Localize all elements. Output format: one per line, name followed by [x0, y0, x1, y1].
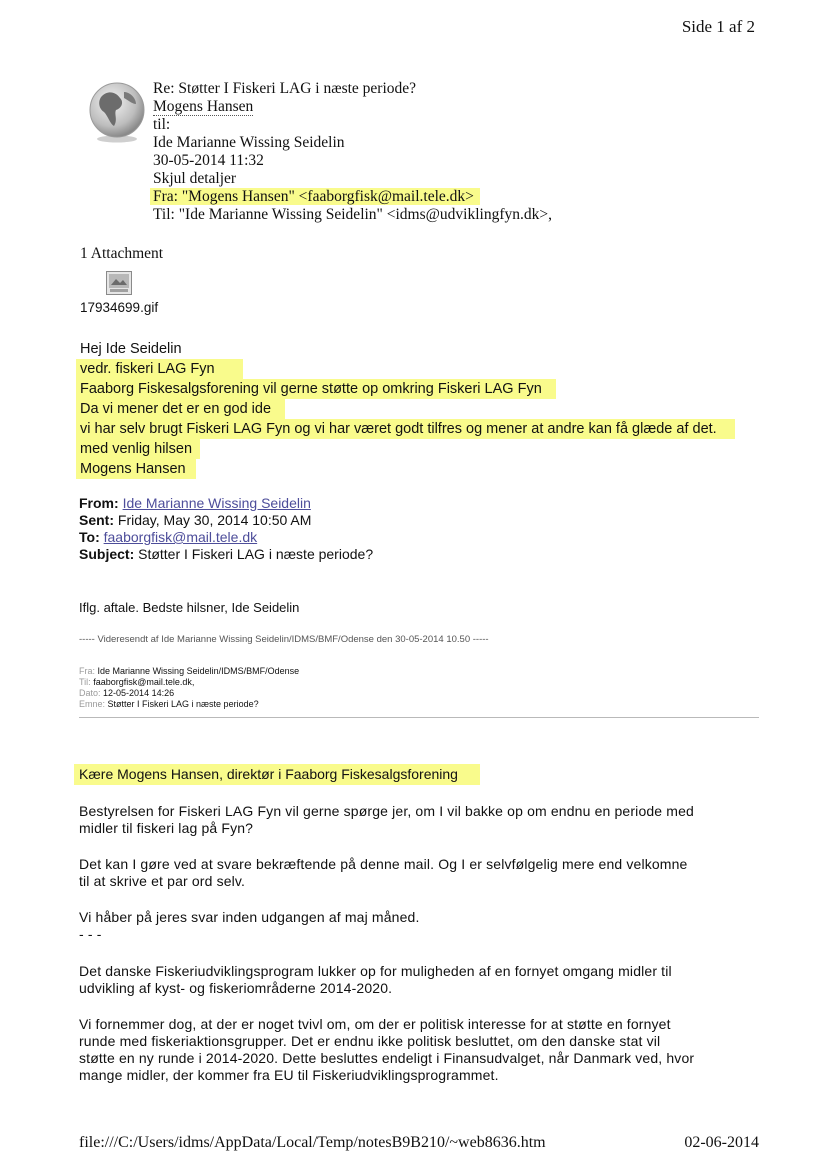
- forward-sent-value: Friday, May 30, 2014 10:50 AM: [117, 512, 312, 528]
- original-emne-row: [79, 699, 259, 710]
- forward-to-row: [79, 529, 257, 545]
- paragraph-5-line-1: Vi fornemmer dog, at der er noget tvivl om, om der er politisk interesse for at støtte en fornyet: [79, 1016, 671, 1032]
- original-emne-label: Emne:: [79, 699, 106, 709]
- from-line: Fra: "Mogens Hansen" <faaborgfisk@mail.tele.dk>: [150, 188, 480, 205]
- forward-to-value[interactable]: faaborgfisk@mail.tele.dk: [103, 529, 258, 545]
- forward-subject-label: Subject:: [79, 546, 135, 562]
- original-til-row: [79, 677, 194, 688]
- hide-details-link[interactable]: Skjul detaljer: [153, 170, 237, 187]
- forward-subject-value: Støtter I Fiskeri LAG i næste periode?: [138, 546, 374, 562]
- divider-rule: [79, 717, 759, 718]
- to-label: til:: [153, 116, 171, 133]
- reply-line-support: Faaborg Fiskesalgsforening vil gerne støtte op omkring Fiskeri LAG Fyn: [76, 379, 556, 399]
- paragraph-5-line-4: mange midler, der kommer fra EU til Fiskeriudviklingsprogrammet.: [79, 1067, 499, 1083]
- paragraph-3-line-1: Vi håber på jeres svar inden udgangen af maj måned.: [79, 909, 420, 925]
- attachment-file-name[interactable]: 17934699.gif: [80, 300, 159, 315]
- forward-to-label: To:: [79, 529, 100, 545]
- globe-avatar-icon: [86, 80, 148, 144]
- to-line: Til: "Ide Marianne Wissing Seidelin" <idms@udviklingfyn.dk>,: [153, 206, 552, 223]
- forward-from-value[interactable]: Ide Marianne Wissing Seidelin: [122, 495, 311, 511]
- reply-line-regards: med venlig hilsen: [76, 439, 200, 459]
- paragraph-1-line-1: Bestyrelsen for Fiskeri LAG Fyn vil gerne spørge jer, om I vil bakke op om endnu en periode med: [79, 803, 694, 819]
- sender-name[interactable]: [153, 98, 253, 115]
- original-fra-value: Ide Marianne Wissing Seidelin/IDMS/BMF/Odense: [97, 666, 300, 676]
- reply-line-signature: Mogens Hansen: [76, 459, 196, 479]
- reply-line-experience: vi har selv brugt Fiskeri LAG Fyn og vi har været godt tilfres og mener at andre kan få glæde af det.: [76, 419, 735, 439]
- original-emne-value: Støtter I Fiskeri LAG i næste periode?: [107, 699, 259, 709]
- forwarded-marker: ----- Videresendt af Ide Marianne Wissing Seidelin/IDMS/BMF/Odense den 30-05-2014 10.50 -----: [79, 634, 489, 645]
- forward-from-label: From:: [79, 495, 119, 511]
- reply-line-idea: Da vi mener det er en god ide: [76, 399, 285, 419]
- paragraph-2-line-1: Det kan I gøre ved at svare bekræftende på denne mail. Og I er selvfølgelig mere end velkomne: [79, 856, 688, 872]
- original-fra-row: [79, 666, 299, 677]
- forward-sent-row: [79, 512, 311, 528]
- forward-from-row: [79, 495, 311, 511]
- paragraph-5-line-3: støtte en ny runde i 2014-2020. Dette besluttes endeligt i Finansudvalget, når Danmark ved, hvor: [79, 1050, 695, 1066]
- paragraph-5-line-2: runde med fiskeriaktionsgrupper. Det er endnu ikke politisk besluttet, om den danske stat vil: [79, 1033, 661, 1049]
- forward-subject-row: [79, 546, 373, 562]
- page-number: Side 1 af 2: [681, 17, 755, 36]
- original-dato-label: Dato:: [79, 688, 101, 698]
- forward-sent-label: Sent:: [79, 512, 114, 528]
- original-til-label: Til:: [79, 677, 91, 687]
- paragraph-1-line-2: midler til fiskeri lag på Fyn?: [79, 820, 254, 836]
- paragraph-4-line-1: Det danske Fiskeriudviklingsprogram lukker op for muligheden af en fornyet omgang midler til: [79, 963, 672, 979]
- original-til-value: faaborgfisk@mail.tele.dk,: [93, 677, 195, 687]
- original-dato-row: [79, 688, 174, 699]
- paragraph-4-line-2: udvikling af kyst- og fiskeriområderne 2014-2020.: [79, 980, 393, 996]
- paragraph-2-line-2: til at skrive et par ord selv.: [79, 873, 246, 889]
- forward-note: Iflg. aftale. Bedste hilsner, Ide Seidelin: [79, 600, 300, 615]
- reply-line-regarding: vedr. fiskeri LAG Fyn: [76, 359, 243, 379]
- gif-thumbnail-icon[interactable]: [106, 271, 132, 295]
- original-greeting: Kære Mogens Hansen, direktør i Faaborg Fiskesalgsforening: [74, 764, 480, 785]
- sender-name-text: Mogens Hansen: [153, 98, 254, 115]
- email-datetime: 30-05-2014 11:32: [153, 152, 264, 169]
- original-fra-label: Fra:: [79, 666, 96, 676]
- email-subject: Re: Støtter I Fiskeri LAG i næste periode?: [153, 80, 417, 97]
- original-dato-value: 12-05-2014 14:26: [103, 688, 175, 698]
- separator-dashes: - - -: [79, 926, 102, 942]
- recipient-name[interactable]: Ide Marianne Wissing Seidelin: [153, 134, 345, 151]
- footer-file-path: file:///C:/Users/idms/AppData/Local/Temp/notesB9B210/~web8636.htm: [79, 1134, 546, 1151]
- attachments-heading: 1 Attachment: [80, 245, 164, 262]
- footer-date: 02-06-2014: [684, 1134, 759, 1151]
- reply-greeting: Hej Ide Seidelin: [80, 341, 182, 357]
